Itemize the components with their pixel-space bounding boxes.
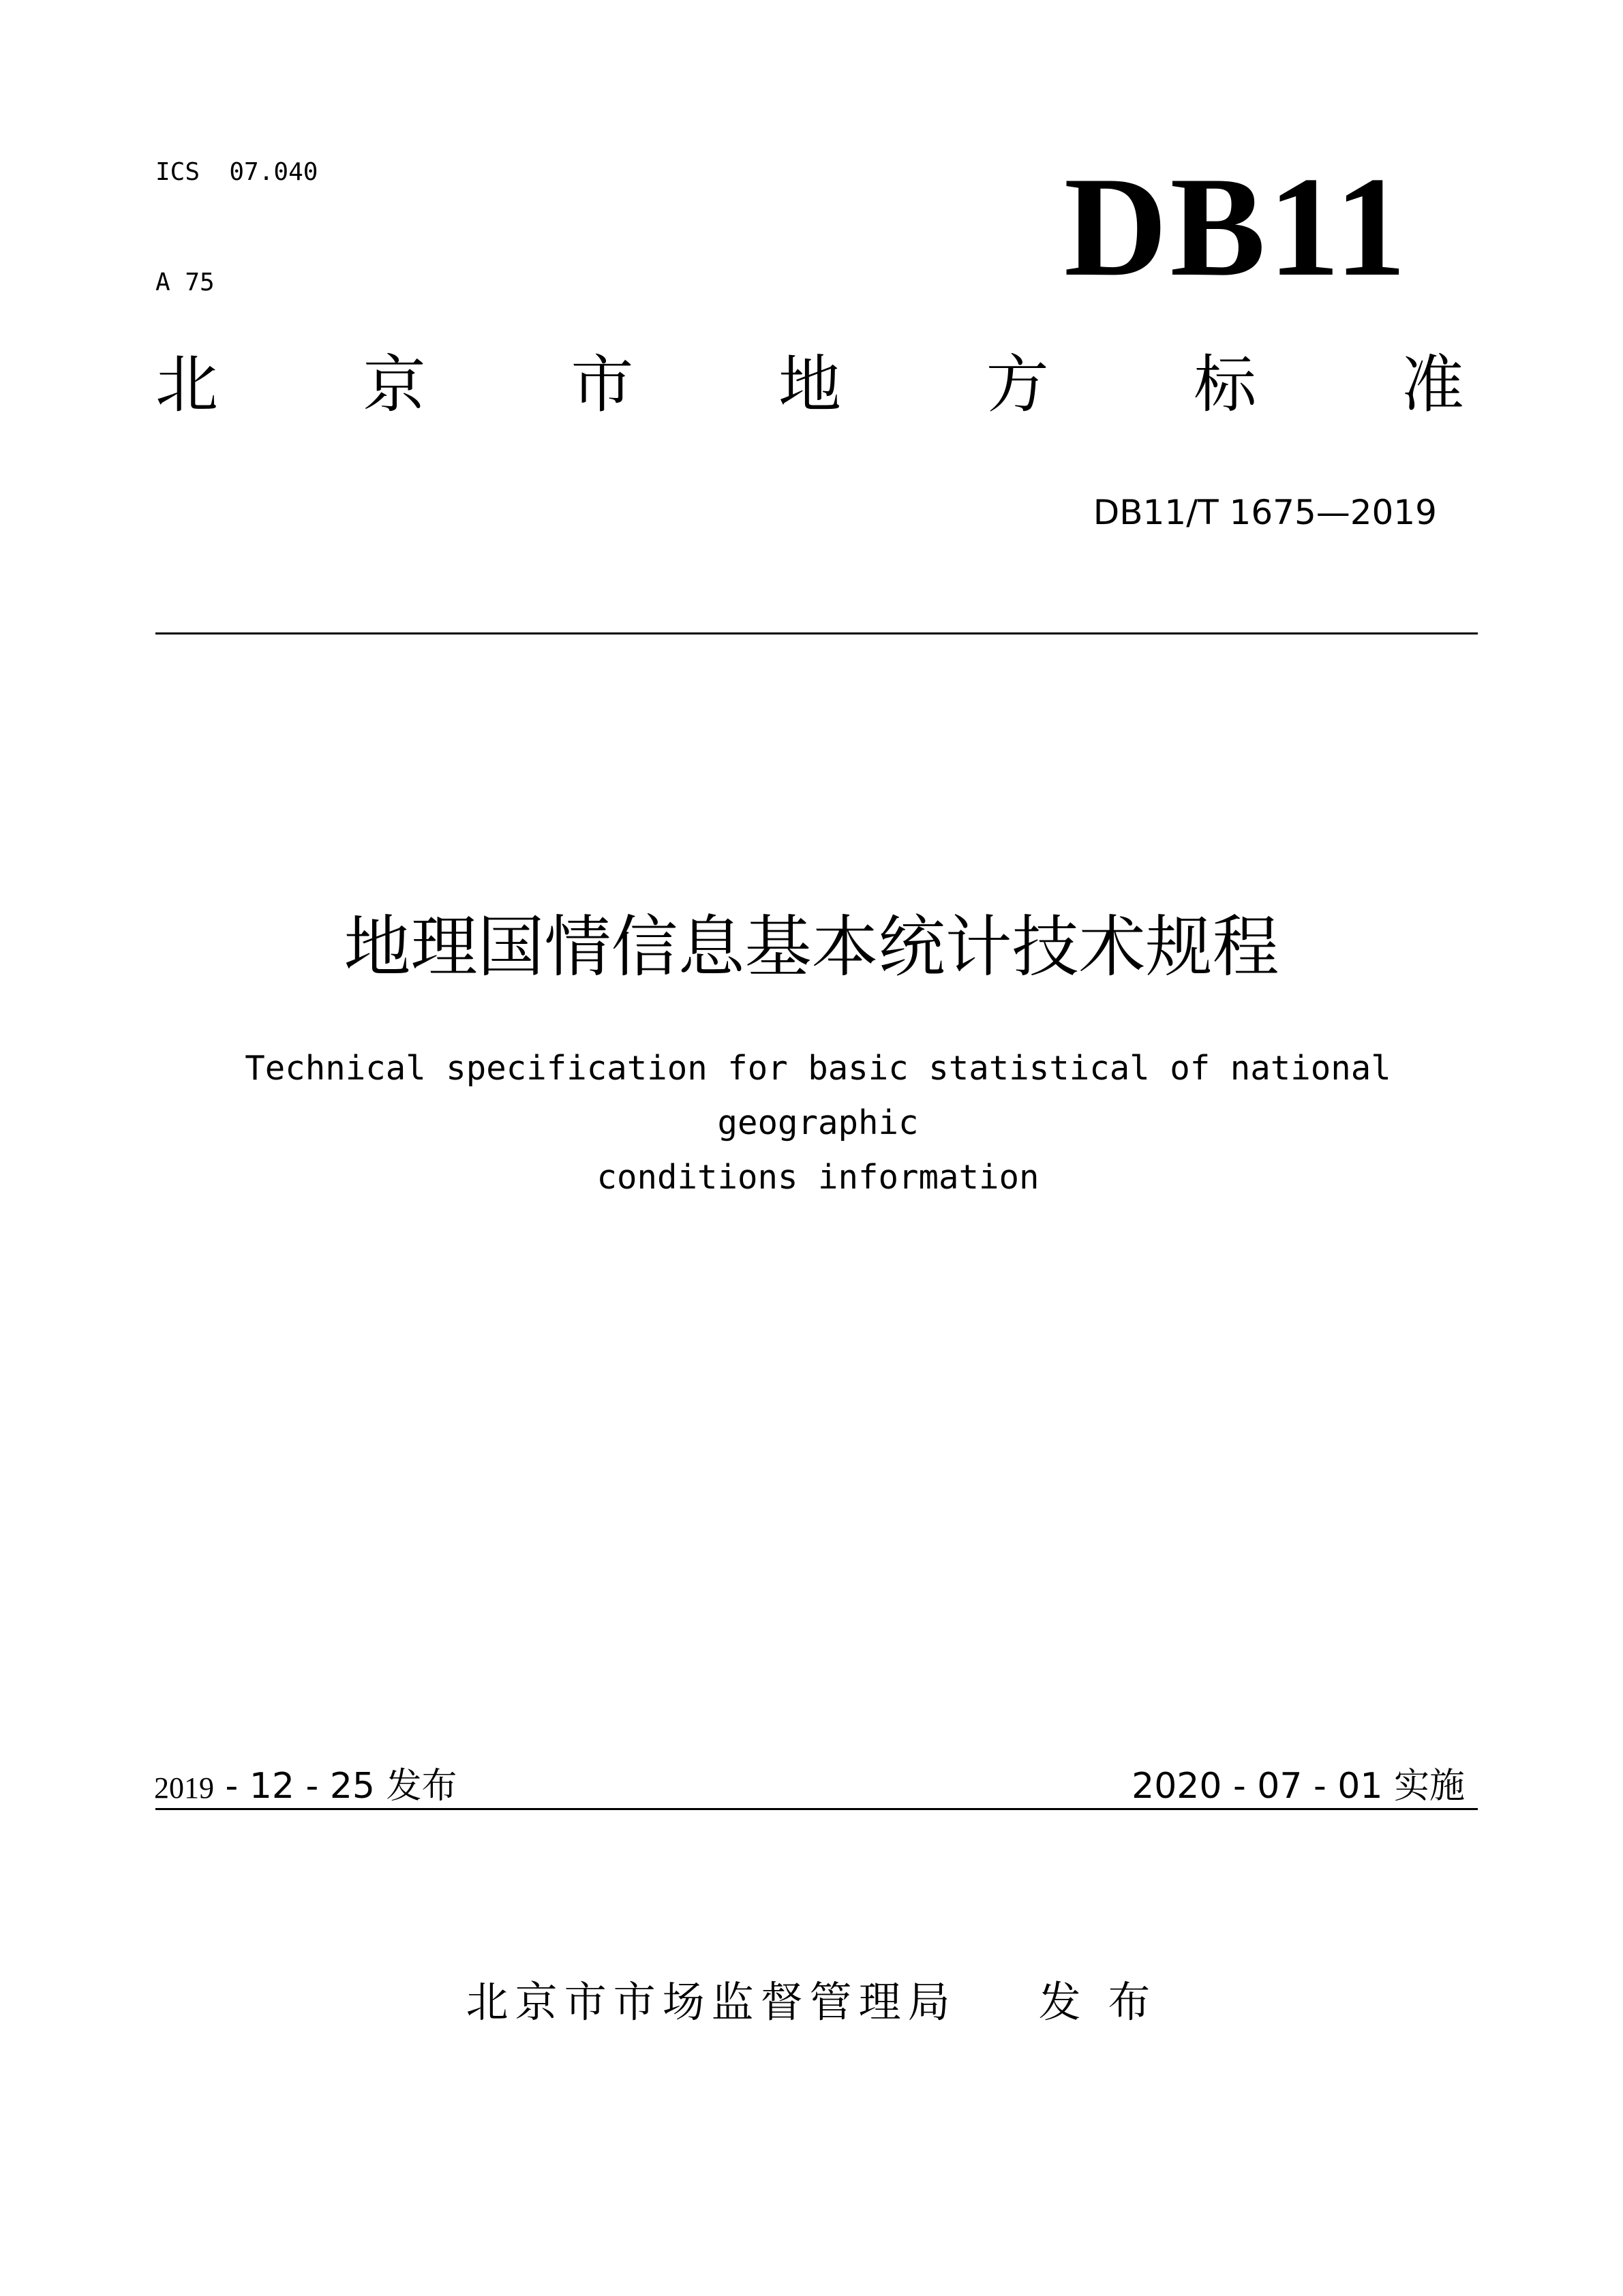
standard-type-char: 方 bbox=[986, 348, 1049, 421]
issue-date-rest: - 12 - 25 发布 bbox=[214, 1766, 457, 1807]
standard-type-char: 北 bbox=[155, 348, 219, 421]
english-title-line-1: Technical specification for basic statistical of national geographic bbox=[245, 1049, 1391, 1142]
publisher-line bbox=[0, 1976, 1623, 2028]
top-divider bbox=[155, 632, 1478, 634]
ccs-code: A 75 bbox=[155, 269, 215, 296]
bottom-divider bbox=[155, 1808, 1478, 1810]
standard-type-char: 京 bbox=[363, 348, 426, 421]
document-title-english bbox=[150, 1041, 1486, 1205]
standard-type-heading bbox=[155, 348, 1464, 423]
issue-date bbox=[154, 1765, 457, 1809]
implementation-date: 2020 - 07 - 01 实施 bbox=[1132, 1766, 1465, 1807]
standard-type-char: 市 bbox=[571, 348, 634, 421]
document-title-chinese: 地理国情信息基本统计技术规程 bbox=[344, 908, 1279, 986]
db11-logo: DB11 bbox=[1063, 148, 1409, 306]
standard-type-char: 标 bbox=[1194, 348, 1257, 421]
english-title-line-2: conditions information bbox=[596, 1158, 1040, 1197]
standard-type-char: 准 bbox=[1401, 348, 1464, 421]
standard-type-char: 地 bbox=[778, 348, 841, 421]
ics-code: ICS 07.040 bbox=[155, 158, 318, 186]
publisher-name: 北京市市场监督管理局 bbox=[466, 1977, 957, 2027]
standard-code: DB11/T 1675—2019 bbox=[1093, 493, 1437, 532]
publisher-action: 发 布 bbox=[1038, 1977, 1157, 2027]
issue-year: 2019 bbox=[154, 1771, 214, 1805]
classification-codes bbox=[155, 80, 318, 338]
